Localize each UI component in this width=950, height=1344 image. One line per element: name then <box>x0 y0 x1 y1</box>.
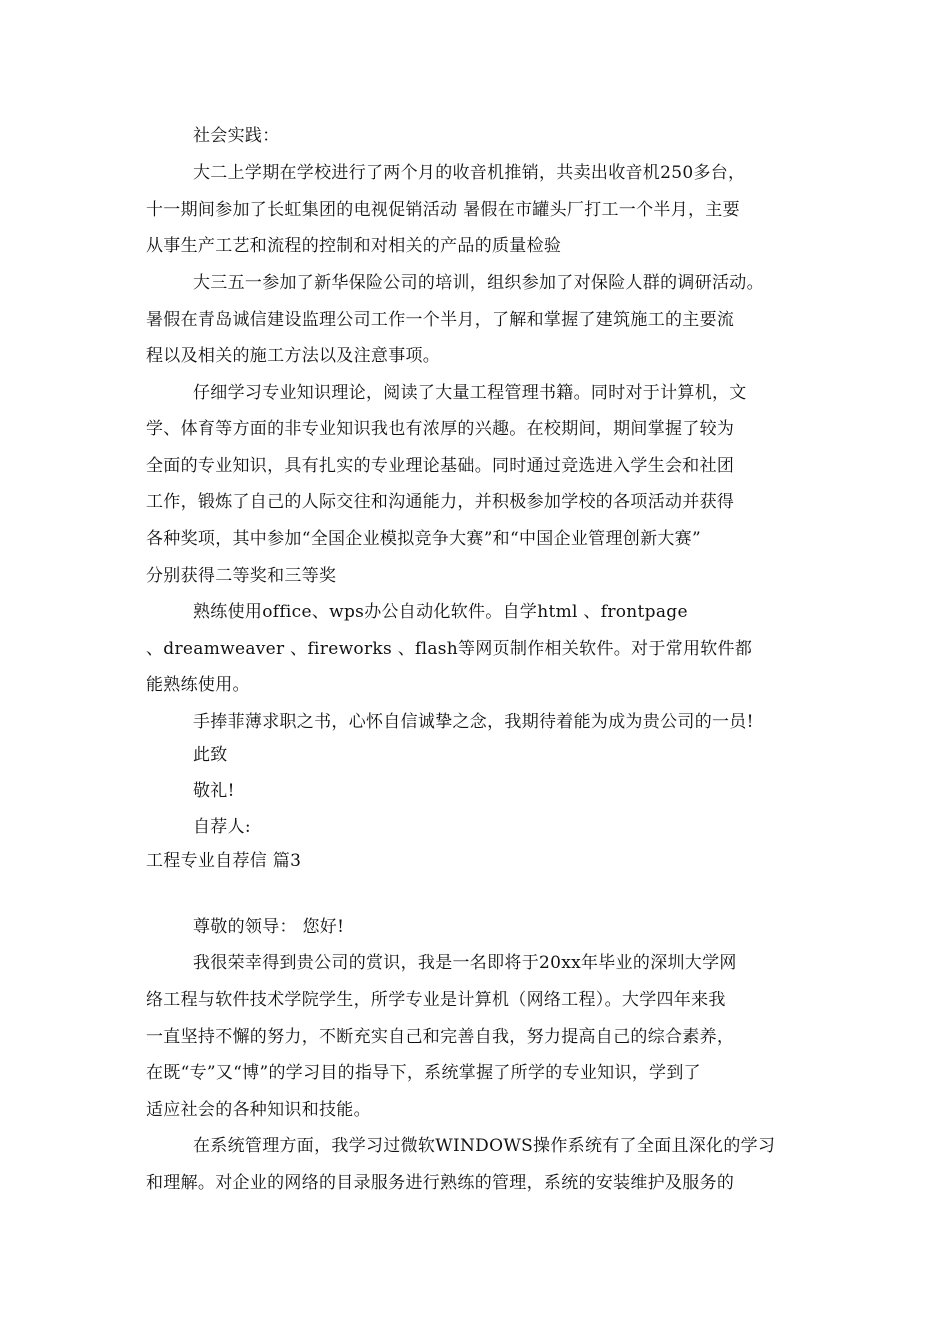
paragraph-line: 手捧菲薄求职之书，心怀自信诚挚之念，我期待着能为成为贵公司的一员! <box>193 712 754 732</box>
paragraph-line: 从事生产工艺和流程的控制和对相关的产品的质量检验 <box>146 236 562 256</box>
paragraph-line: 熟练使用office、wps办公自动化软件。自学html 、frontpage <box>193 602 688 622</box>
paragraph-line: 仔细学习专业知识理论，阅读了大量工程管理书籍。同时对于计算机，文 <box>193 383 747 403</box>
paragraph-line: 一直坚持不懈的努力，不断充实自己和完善自我，努力提高自己的综合素养， <box>146 1027 735 1047</box>
paragraph-line: 大三五一参加了新华保险公司的培训，组织参加了对保险人群的调研活动。 <box>193 273 764 293</box>
paragraph-line: 程以及相关的施工方法以及注意事项。 <box>146 346 441 366</box>
paragraph-line: 全面的专业知识，具有扎实的专业理论基础。同时通过竞选进入学生会和社团 <box>146 456 735 476</box>
section-heading-social-practice: 社会实践： <box>193 126 280 146</box>
signature-label: 自荐人: <box>193 817 251 837</box>
greeting: 尊敬的领导： 您好! <box>193 917 345 937</box>
section-title: 工程专业自荐信 篇3 <box>146 851 302 871</box>
paragraph-line: 和理解。对企业的网络的目录服务进行熟练的管理，系统的安装维护及服务的 <box>146 1173 735 1193</box>
paragraph-line: 暑假在青岛诚信建设监理公司工作一个半月，了解和掌握了建筑施工的主要流 <box>146 310 735 330</box>
paragraph-line: 能熟练使用。 <box>146 675 250 695</box>
paragraph-line: 适应社会的各种知识和技能。 <box>146 1100 371 1120</box>
paragraph-line: 、dreamweaver 、fireworks 、flash等网页制作相关软件。对于常用软件都 <box>146 639 753 659</box>
paragraph-line: 学、体育等方面的非专业知识我也有浓厚的兴趣。在校期间，期间掌握了较为 <box>146 419 735 439</box>
paragraph-line: 我很荣幸得到贵公司的赏识，我是一名即将于20xx年毕业的深圳大学网 <box>193 953 737 973</box>
paragraph-line: 络工程与软件技术学院学生，所学专业是计算机（网络工程）。大学四年来我 <box>146 990 726 1010</box>
paragraph-line: 在系统管理方面，我学习过微软WINDOWS操作系统有了全面且深化的学习 <box>193 1136 776 1156</box>
paragraph-line: 十一期间参加了长虹集团的电视促销活动 暑假在市罐头厂打工一个半月，主要 <box>146 200 740 220</box>
closing-salutation: 此致 <box>193 745 228 765</box>
paragraph-line: 在既“专”又“博”的学习目的指导下，系统掌握了所学的专业知识，学到了 <box>146 1063 701 1083</box>
paragraph-line: 分别获得二等奖和三等奖 <box>146 566 337 586</box>
closing-regards: 敬礼! <box>193 781 235 801</box>
paragraph-line: 各种奖项，其中参加“全国企业模拟竞争大赛”和“中国企业管理创新大赛” <box>146 529 701 549</box>
paragraph-line: 工作，锻炼了自己的人际交往和沟通能力，并积极参加学校的各项活动并获得 <box>146 492 735 512</box>
paragraph-line: 大二上学期在学校进行了两个月的收音机推销，共卖出收音机250多台， <box>193 163 746 183</box>
